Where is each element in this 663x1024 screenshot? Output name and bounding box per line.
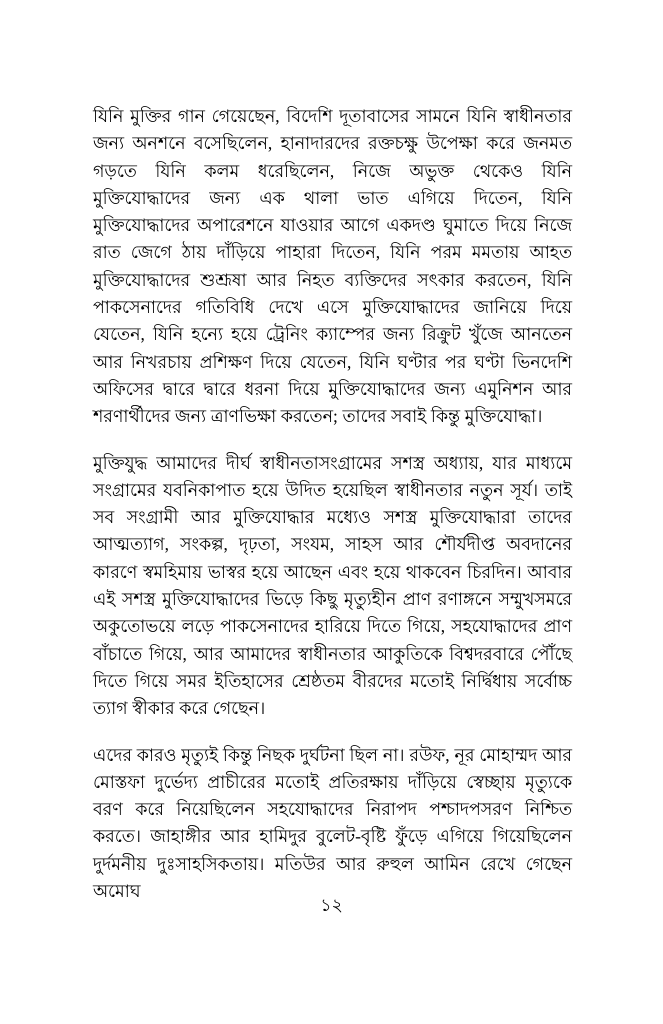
paragraph-1: যিনি মুক্তির গান গেয়েছেন, বিদেশি দূতাবাসের সামনে যিনি স্বাধীনতার জন্য অনশনে বসেছিলেন, হানাদারদের রক্তচক্ষু উপেক্ষা করে জনমত গড়তে যিনি কলম ধরেছিলেন, নিজে অভুক্ত থেকেও যিনি মুক্তিযোদ্ধাদের জন্য এক থালা ভাত এগিয়ে দিতেন, যিনি মুক্তিযোদ্ধাদের অপারেশনে যাওয়ার আগে একদণ্ড ঘুমাতে দিয়ে নিজে রাত জেগে ঠায় দাঁড়িয়ে পাহারা দিতেন, যিনি পরম মমতায় আহত মুক্তিযোদ্ধাদের শুশ্রূষা আর নিহত ব্যক্তিদের সৎকার করতেন, যিনি পাকসেনাদের গতিবিধি দেখে এসে মুক্তিযোদ্ধাদের জানিয়ে দিয়ে যেতেন, যিনি হন্যে হয়ে ট্রেনিং ক্যাম্পের জন্য রিক্রুট খুঁজে আনতেন আর নিখরচায় প্রশিক্ষণ দিয়ে যেতেন, যিনি ঘণ্টার পর ঘণ্টা ভিনদেশি অফিসের দ্বারে দ্বারে ধরনা দিয়ে মুক্তিযোদ্ধাদের জন্য এমুনিশন আর শরণার্থীদের জন্য ত্রাণভিক্ষা করতেন; তাদের সবাই কিন্তু মুক্তিযোদ্ধা।: [93, 106, 572, 427]
page-number: ১২: [320, 895, 343, 915]
body-text-column: [93, 103, 572, 905]
paragraph-2: মুক্তিযুদ্ধ আমাদের দীর্ঘ স্বাধীনতাসংগ্রামের সশস্ত্র অধ্যায়, যার মাধ্যমে সংগ্রামের যবনিকাপাত হয়ে উদিত হয়েছিল স্বাধীনতার নতুন সূর্য। তাই সব সংগ্রামী আর মুক্তিযোদ্ধার মধ্যেও সশস্ত্র মুক্তিযোদ্ধারা তাদের আত্মত্যাগ, সংকল্প, দৃঢ়তা, সংযম, সাহস আর শৌর্যদীপ্ত অবদানের কারণে স্বমহিমায় ভাস্বর হয়ে আছেন এবং হয়ে থাকবেন চিরদিন। আবার এই সশস্ত্র মুক্তিযোদ্ধাদের ভিড়ে কিছু মৃত্যুহীন প্রাণ রণাঙ্গনে সম্মুখসমরে অকুতোভয়ে লড়ে পাকসেনাদের হারিয়ে দিতে গিয়ে, সহযোদ্ধাদের প্রাণ বাঁচাতে গিয়ে, আর আমাদের স্বাধীনতার আকুতিকে বিশ্বদরবারে পৌঁছে দিতে গিয়ে সমর ইতিহাসের শ্রেষ্ঠতম বীরদের মতোই নির্দ্বিধায় সর্বোচ্চ ত্যাগ স্বীকার করে গেছেন।: [93, 452, 572, 719]
paragraph-3: এদের কারও মৃত্যুই কিন্তু নিছক দুর্ঘটনা ছিল না। রউফ, নূর মোহাম্মদ আর মোস্তফা দুর্ভেদ্য প্রাচীরের মতোই প্রতিরক্ষায় দাঁড়িয়ে স্বেচ্ছায় মৃত্যুকে বরণ করে নিয়েছিলেন সহযোদ্ধাদের নিরাপদ পশ্চাদপসরণ নিশ্চিত করতে। জাহাঙ্গীর আর হামিদুর বুলেট-বৃষ্টি ফুঁড়ে এগিয়ে গিয়েছিলেন দুর্দমনীয় দুঃসাহসিকতায়। মতিউর আর রুহুল আমিন রেখে গেছেন অমোঘ: [93, 744, 572, 902]
